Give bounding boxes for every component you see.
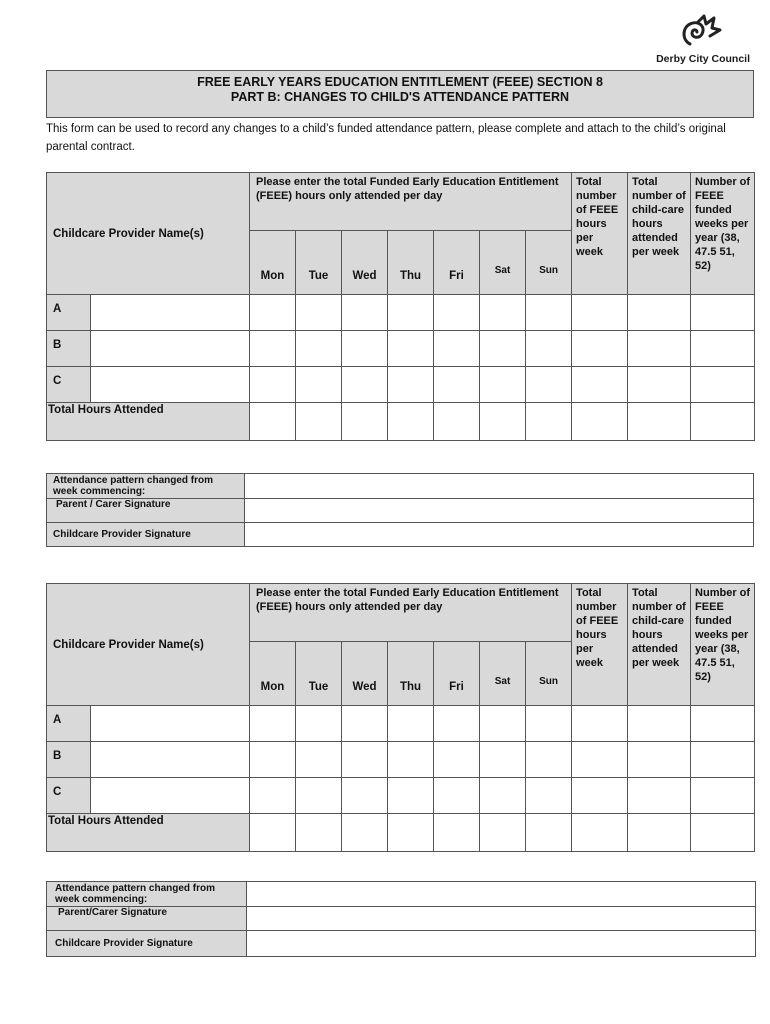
hours-cell[interactable] bbox=[296, 295, 342, 331]
hours-cell[interactable] bbox=[342, 814, 388, 852]
parent-signature-label: Parent/Carer Signature bbox=[47, 907, 247, 931]
hours-cell[interactable] bbox=[250, 331, 296, 367]
hours-cell[interactable] bbox=[526, 742, 572, 778]
hours-cell[interactable] bbox=[342, 403, 388, 441]
hours-cell[interactable] bbox=[526, 814, 572, 852]
form-title-line1: FREE EARLY YEARS EDUCATION ENTITLEMENT (FEEE) SECTION 8 bbox=[197, 75, 603, 89]
hours-cell[interactable] bbox=[342, 706, 388, 742]
signature-table-1 bbox=[46, 473, 754, 547]
total-childcare-hours-header: Total number of child-care hours attended per week bbox=[628, 173, 691, 295]
hours-cell[interactable] bbox=[480, 742, 526, 778]
hours-cell[interactable] bbox=[250, 706, 296, 742]
total-feee-cell[interactable] bbox=[572, 367, 628, 403]
hours-cell[interactable] bbox=[388, 331, 434, 367]
funded-weeks-header: Number of FEEE funded weeks per year (38, 47.5 51, 52) bbox=[691, 584, 755, 706]
day-header-tue: Tue bbox=[296, 642, 342, 706]
row-label: A bbox=[47, 295, 91, 331]
hours-cell[interactable] bbox=[480, 778, 526, 814]
hours-cell[interactable] bbox=[250, 403, 296, 441]
provider-name-header: Childcare Provider Name(s) bbox=[47, 584, 250, 706]
hours-cell[interactable] bbox=[480, 814, 526, 852]
total-childcare-cell[interactable] bbox=[628, 778, 691, 814]
hours-cell[interactable] bbox=[296, 367, 342, 403]
hours-cell[interactable] bbox=[480, 367, 526, 403]
hours-cell[interactable] bbox=[250, 742, 296, 778]
provider-signature-label: Childcare Provider Signature bbox=[47, 523, 245, 547]
hours-cell[interactable] bbox=[342, 742, 388, 778]
provider-name-field[interactable] bbox=[91, 742, 250, 778]
funded-weeks-cell[interactable] bbox=[691, 367, 755, 403]
parent-signature-field[interactable] bbox=[247, 907, 756, 931]
table-row bbox=[47, 706, 755, 742]
funded-weeks-cell[interactable] bbox=[691, 295, 755, 331]
day-header-thu: Thu bbox=[388, 642, 434, 706]
hours-cell[interactable] bbox=[434, 706, 480, 742]
table-row bbox=[47, 742, 755, 778]
total-feee-hours-header: Total number of FEEE hours per week bbox=[572, 584, 628, 706]
day-header-tue: Tue bbox=[296, 231, 342, 295]
hours-cell[interactable] bbox=[434, 814, 480, 852]
hours-cell[interactable] bbox=[434, 742, 480, 778]
hours-cell[interactable] bbox=[296, 706, 342, 742]
hours-per-day-header: Please enter the total Funded Early Education Entitlement (FEEE) hours only attended per day bbox=[250, 584, 572, 642]
day-header-wed: Wed bbox=[342, 231, 388, 295]
week-commencing-label: Attendance pattern changed from week commencing: bbox=[47, 882, 247, 907]
total-feee-cell[interactable] bbox=[572, 706, 628, 742]
total-childcare-cell[interactable] bbox=[628, 403, 691, 441]
table-row bbox=[47, 331, 755, 367]
total-hours-label: Total Hours Attended bbox=[47, 814, 250, 852]
provider-name-field[interactable] bbox=[91, 778, 250, 814]
council-logo bbox=[640, 14, 760, 66]
day-header-mon: Mon bbox=[250, 231, 296, 295]
row-label: B bbox=[47, 331, 91, 367]
hours-cell[interactable] bbox=[250, 778, 296, 814]
table-row bbox=[47, 367, 755, 403]
total-childcare-cell[interactable] bbox=[628, 706, 691, 742]
hours-cell[interactable] bbox=[480, 706, 526, 742]
signature-table-2 bbox=[46, 881, 756, 957]
hours-cell[interactable] bbox=[480, 403, 526, 441]
day-header-mon: Mon bbox=[250, 642, 296, 706]
hours-cell[interactable] bbox=[388, 706, 434, 742]
total-row bbox=[47, 814, 755, 852]
funded-weeks-cell[interactable] bbox=[691, 706, 755, 742]
hours-cell[interactable] bbox=[342, 367, 388, 403]
hours-cell[interactable] bbox=[296, 814, 342, 852]
hours-per-day-header: Please enter the total Funded Early Education Entitlement (FEEE) hours only attended per day bbox=[250, 173, 572, 231]
total-hours-label: Total Hours Attended bbox=[47, 403, 250, 441]
council-name: Derby City Council bbox=[656, 53, 750, 65]
hours-cell[interactable] bbox=[342, 331, 388, 367]
hours-cell[interactable] bbox=[434, 403, 480, 441]
funded-weeks-cell[interactable] bbox=[691, 403, 755, 441]
row-label: C bbox=[47, 367, 91, 403]
form-title-line2: PART B: CHANGES TO CHILD'S ATTENDANCE PATTERN bbox=[230, 90, 570, 104]
derby-ram-logo-icon bbox=[680, 14, 722, 48]
provider-signature-field[interactable] bbox=[245, 523, 754, 547]
total-childcare-hours-header: Total number of child-care hours attended per week bbox=[628, 584, 691, 706]
hours-cell[interactable] bbox=[296, 742, 342, 778]
total-feee-hours-header: Total number of FEEE hours per week bbox=[572, 173, 628, 295]
day-header-thu: Thu bbox=[388, 231, 434, 295]
table-row bbox=[47, 778, 755, 814]
row-label: B bbox=[47, 742, 91, 778]
table-row bbox=[47, 295, 755, 331]
week-commencing-field[interactable] bbox=[245, 474, 754, 499]
hours-cell[interactable] bbox=[250, 367, 296, 403]
day-header-sun: Sun bbox=[526, 642, 572, 706]
provider-name-field[interactable] bbox=[91, 706, 250, 742]
row-label: A bbox=[47, 706, 91, 742]
day-header-fri: Fri bbox=[434, 231, 480, 295]
provider-signature-label: Childcare Provider Signature bbox=[47, 931, 247, 957]
hours-cell[interactable] bbox=[526, 403, 572, 441]
hours-cell[interactable] bbox=[434, 295, 480, 331]
total-row bbox=[47, 403, 755, 441]
hours-cell[interactable] bbox=[388, 295, 434, 331]
hours-cell[interactable] bbox=[526, 295, 572, 331]
hours-cell[interactable] bbox=[434, 331, 480, 367]
day-header-sun: Sun bbox=[526, 231, 572, 295]
provider-name-field[interactable] bbox=[91, 295, 250, 331]
hours-cell[interactable] bbox=[434, 367, 480, 403]
attendance-table-1 bbox=[46, 172, 755, 441]
hours-cell[interactable] bbox=[526, 367, 572, 403]
total-childcare-cell[interactable] bbox=[628, 742, 691, 778]
hours-cell[interactable] bbox=[296, 331, 342, 367]
attendance-table-2 bbox=[46, 583, 755, 852]
week-commencing-field[interactable] bbox=[247, 882, 756, 907]
total-childcare-cell[interactable] bbox=[628, 814, 691, 852]
hours-cell[interactable] bbox=[388, 742, 434, 778]
funded-weeks-cell[interactable] bbox=[691, 814, 755, 852]
hours-cell[interactable] bbox=[342, 295, 388, 331]
provider-signature-field[interactable] bbox=[247, 931, 756, 957]
total-feee-cell[interactable] bbox=[572, 742, 628, 778]
row-label: C bbox=[47, 778, 91, 814]
hours-cell[interactable] bbox=[526, 331, 572, 367]
week-commencing-label: Attendance pattern changed from week commencing: bbox=[47, 474, 245, 499]
hours-cell[interactable] bbox=[388, 403, 434, 441]
total-feee-cell[interactable] bbox=[572, 331, 628, 367]
provider-name-field[interactable] bbox=[91, 367, 250, 403]
day-header-fri: Fri bbox=[434, 642, 480, 706]
total-feee-cell[interactable] bbox=[572, 814, 628, 852]
total-childcare-cell[interactable] bbox=[628, 295, 691, 331]
parent-signature-label: Parent / Carer Signature bbox=[47, 499, 245, 523]
day-header-wed: Wed bbox=[342, 642, 388, 706]
hours-cell[interactable] bbox=[434, 778, 480, 814]
hours-cell[interactable] bbox=[388, 814, 434, 852]
total-feee-cell[interactable] bbox=[572, 778, 628, 814]
form-title-box bbox=[46, 70, 754, 118]
hours-cell[interactable] bbox=[526, 778, 572, 814]
provider-name-header: Childcare Provider Name(s) bbox=[47, 173, 250, 295]
parent-signature-field[interactable] bbox=[245, 499, 754, 523]
funded-weeks-cell[interactable] bbox=[691, 331, 755, 367]
hours-cell[interactable] bbox=[250, 814, 296, 852]
hours-cell[interactable] bbox=[480, 331, 526, 367]
hours-cell[interactable] bbox=[526, 706, 572, 742]
total-feee-cell[interactable] bbox=[572, 295, 628, 331]
total-childcare-cell[interactable] bbox=[628, 331, 691, 367]
funded-weeks-cell[interactable] bbox=[691, 778, 755, 814]
provider-name-field[interactable] bbox=[91, 331, 250, 367]
hours-cell[interactable] bbox=[388, 367, 434, 403]
hours-cell[interactable] bbox=[296, 778, 342, 814]
hours-cell[interactable] bbox=[250, 295, 296, 331]
hours-cell[interactable] bbox=[480, 295, 526, 331]
funded-weeks-header: Number of FEEE funded weeks per year (38, 47.5 51, 52) bbox=[691, 173, 755, 295]
total-childcare-cell[interactable] bbox=[628, 367, 691, 403]
day-header-sat: Sat bbox=[480, 231, 526, 295]
hours-cell[interactable] bbox=[296, 403, 342, 441]
hours-cell[interactable] bbox=[342, 778, 388, 814]
hours-cell[interactable] bbox=[388, 778, 434, 814]
intro-text: This form can be used to record any changes to a child’s funded attendance pattern, please complete and attach to the child’s original parental contract. bbox=[46, 123, 726, 153]
day-header-sat: Sat bbox=[480, 642, 526, 706]
total-feee-cell[interactable] bbox=[572, 403, 628, 441]
funded-weeks-cell[interactable] bbox=[691, 742, 755, 778]
